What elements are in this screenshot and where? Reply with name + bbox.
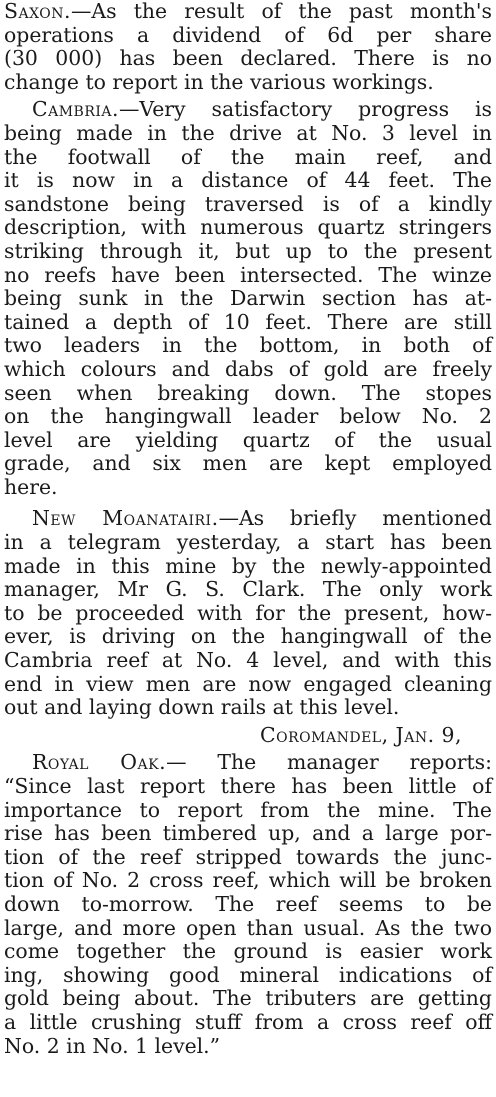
text-line: level are yielding quartz of the usual [4,427,492,452]
text-line: which colours and dabs of gold are freely [4,356,492,381]
text-line: striking through it, but up to the present [4,238,492,263]
text-line: down to-morrow. The reef seems to be [4,891,492,916]
text-line: Royal Oak.— The manager reports: [32,750,492,775]
paragraph-cambria [4,98,492,499]
text-line: Cambria.—Very satisfactory progress is [32,97,492,122]
text-line: ever, is driving on the hangingwall of the [4,624,492,649]
text-line: (30 000) has been declared. There is no [4,46,492,71]
text-line: importance to report from the mine. The [4,797,492,822]
text-line: out and laying down rails at this level. [4,695,400,720]
text-line: come together the ground is easier work [4,939,492,964]
text-line: tion of No. 2 cross reef, which will be broken [4,868,492,893]
text-line: being made in the drive at No. 3 level in [4,120,492,145]
paragraph-saxon [4,0,492,94]
text-line: “Since last report there has been little of [4,774,492,798]
text-line: grade, and six men are kept employed [4,451,492,476]
text-line: large, and more open than usual. As the two [4,915,492,940]
paragraph-new-moanatairi [4,507,492,719]
text-line: the footwall of the main reef, and [4,144,492,169]
text-line: seen when breaking down. The stopes [4,380,492,405]
text-line: it is now in a distance of 44 feet. The [4,168,492,193]
mine-heading: New Moanatairi. [32,506,219,531]
text-line: Saxon.—As the result of the past month's [4,0,492,23]
text-line: to be proceeded with for the present, how- [4,600,492,625]
text-line: here. [4,474,58,499]
mine-heading: Saxon. [4,0,72,23]
text-line: tion of the reef stripped towards the junc- [4,844,492,869]
text-line: end in view men are now engaged cleaning [4,671,492,696]
text-line: description, with numerous quartz stringers [4,215,492,240]
text-line: operations a dividend of 6d per share [4,22,492,47]
text-line: no reefs have been intersected. The winze [4,262,492,287]
text-line: change to report in the various workings. [4,69,434,94]
text-line: tained a depth of 10 feet. There are still [4,309,492,334]
text-line: No. 2 in No. 1 level.” [4,1033,221,1058]
text-line: in a telegram yesterday, a start has been [4,530,492,555]
text-line: rise has been timbered up, and a large por- [4,821,492,846]
text-line: New Moanatairi.—As briefly mentioned [32,506,492,531]
text-line: on the hangingwall leader below No. 2 [4,404,492,429]
mine-heading: Royal Oak. [32,750,167,775]
mine-heading: Cambria. [32,97,119,122]
paragraph-royal-oak [4,751,492,1058]
text-line: a little crushing stuff from a cross reef off [4,1009,492,1034]
dateline: Coromandel, Jan. 9, [260,722,462,747]
text-line: sandstone being traversed is of a kindly [4,191,492,216]
text-line: Cambria reef at No. 4 level, and with this [4,648,492,673]
text-line: being sunk in the Darwin section has at- [4,286,492,311]
text-line: two leaders in the bottom, in both of [4,333,492,358]
text-line: gold being about. The tributers are getting [4,986,492,1011]
text-line: manager, Mr G. S. Clark. The only work [4,577,492,602]
text-line: made in this mine by the newly-appointed [4,553,492,578]
text-line: ing, showing good mineral indications of [4,962,492,987]
